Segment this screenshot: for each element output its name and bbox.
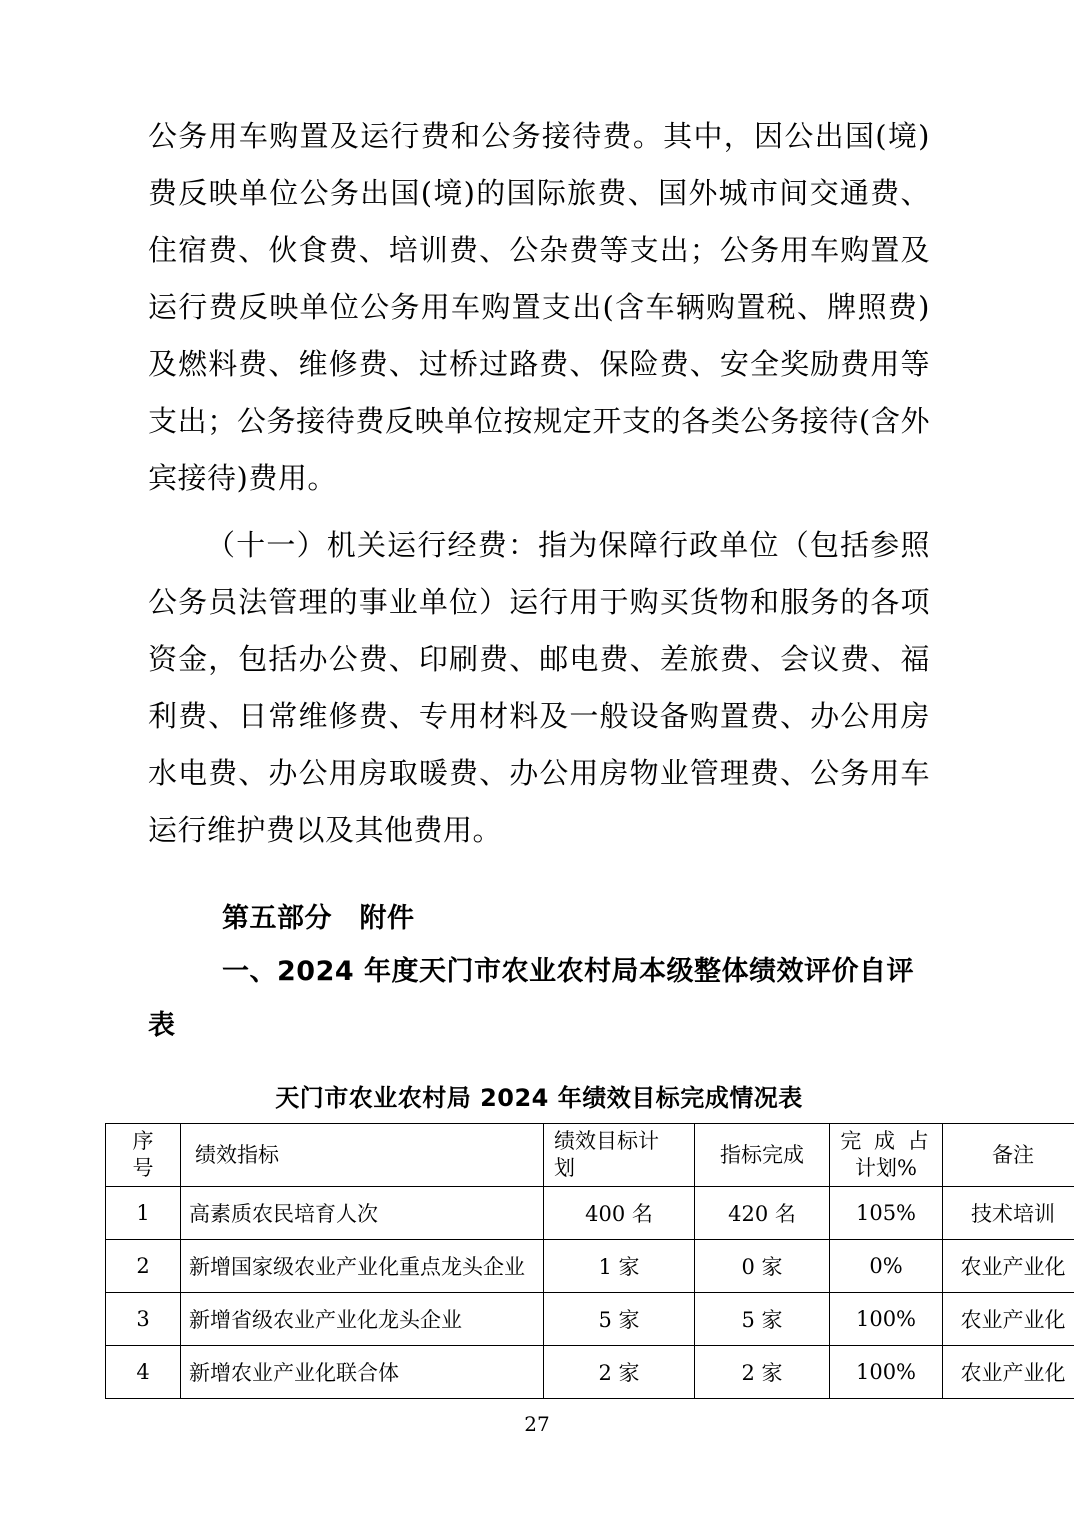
cell-seq: 4	[106, 1346, 181, 1399]
appendix-heading-block	[148, 893, 930, 1053]
table-title: 天门市农业农村局 2024 年绩效目标完成情况表	[275, 1084, 803, 1112]
cell-done: 2 家	[695, 1346, 830, 1399]
cell-done: 0 家	[695, 1240, 830, 1293]
header-seq-line-1: 序	[132, 1129, 154, 1153]
cell-done: 420 名	[695, 1187, 830, 1240]
header-indicator: 绩效指标	[181, 1124, 544, 1187]
cell-seq: 1	[106, 1187, 181, 1240]
cell-indicator: 新增省级农业产业化龙头企业	[181, 1293, 544, 1346]
sub-heading-line-1: 一、2024 年度天门市农业农村局本级整体绩效评价自评	[222, 956, 915, 987]
cell-note: 农业产业化	[943, 1346, 1074, 1399]
cell-plan: 400 名	[544, 1187, 695, 1240]
cell-percent: 105%	[830, 1187, 943, 1240]
header-note: 备注	[943, 1124, 1074, 1187]
cell-note: 技术培训	[943, 1187, 1074, 1240]
paragraph-agency-operating-funds: （十一）机关运行经费：指为保障行政单位（包括参照公务员法管理的事业单位）运行用于购买货物和服务的各项资金，包括办公费、印刷费、邮电费、差旅费、会议费、福利费、日常维修费、专用材料及一般设备购置费、办公用房水电费、办公用房取暖费、办公用房物业管理费、公务用车运行维护费以及其他费用。	[148, 528, 930, 847]
cell-percent: 100%	[830, 1346, 943, 1399]
table-header-row-group	[106, 1124, 1074, 1187]
header-done: 指标完成	[695, 1124, 830, 1187]
paragraph-public-expenses: 公务用车购置及运行费和公务接待费。其中，因公出国(境)费反映单位公务出国(境)的国际旅费、国外城市间交通费、住宿费、伙食费、培训费、公杂费等支出；公务用车购置及运行费反映单位公务用车购置支出(含车辆购置税、牌照费)及燃料费、维修费、过桥过路费、保险费、安全奖励费用等支出；公务接待费反映单位按规定开支的各类公务接待(含外宾接待)费用。	[148, 119, 930, 495]
cell-seq: 2	[106, 1240, 181, 1293]
cell-note: 农业产业化	[943, 1240, 1074, 1293]
cell-indicator: 新增农业产业化联合体	[181, 1346, 544, 1399]
table-row	[106, 1187, 1074, 1240]
header-percent-line-1: 完 成 占	[840, 1129, 932, 1153]
cell-indicator: 新增国家级农业产业化重点龙头企业	[181, 1240, 544, 1293]
cell-done: 5 家	[695, 1293, 830, 1346]
table-header-row	[106, 1124, 1074, 1187]
table-row	[106, 1293, 1074, 1346]
document-body	[148, 108, 930, 1053]
cell-plan: 5 家	[544, 1293, 695, 1346]
section-heading-part-five: 第五部分 附件	[222, 903, 415, 934]
header-seq-line-2: 号	[132, 1156, 154, 1180]
page-number: 27	[524, 1412, 550, 1436]
header-percent-line-2: 计划%	[855, 1156, 917, 1180]
cell-plan: 1 家	[544, 1240, 695, 1293]
cell-seq: 3	[106, 1293, 181, 1346]
cell-note: 农业产业化	[943, 1293, 1074, 1346]
cell-percent: 0%	[830, 1240, 943, 1293]
header-plan-line-2: 划	[554, 1156, 575, 1180]
cell-percent: 100%	[830, 1293, 943, 1346]
performance-target-table	[105, 1123, 1074, 1399]
performance-table-section	[105, 1078, 1066, 1399]
cell-indicator: 高素质农民培育人次	[181, 1187, 544, 1240]
sub-heading-self-evaluation-table	[148, 945, 930, 1053]
table-row	[106, 1240, 1074, 1293]
header-percent	[830, 1124, 943, 1187]
header-seq	[106, 1124, 181, 1187]
table-row	[106, 1346, 1074, 1399]
sub-heading-line-2: 表	[148, 1010, 176, 1041]
cell-plan: 2 家	[544, 1346, 695, 1399]
table-body	[106, 1187, 1074, 1399]
header-plan-line-1: 绩效目标计	[554, 1129, 659, 1153]
header-plan	[544, 1124, 695, 1187]
